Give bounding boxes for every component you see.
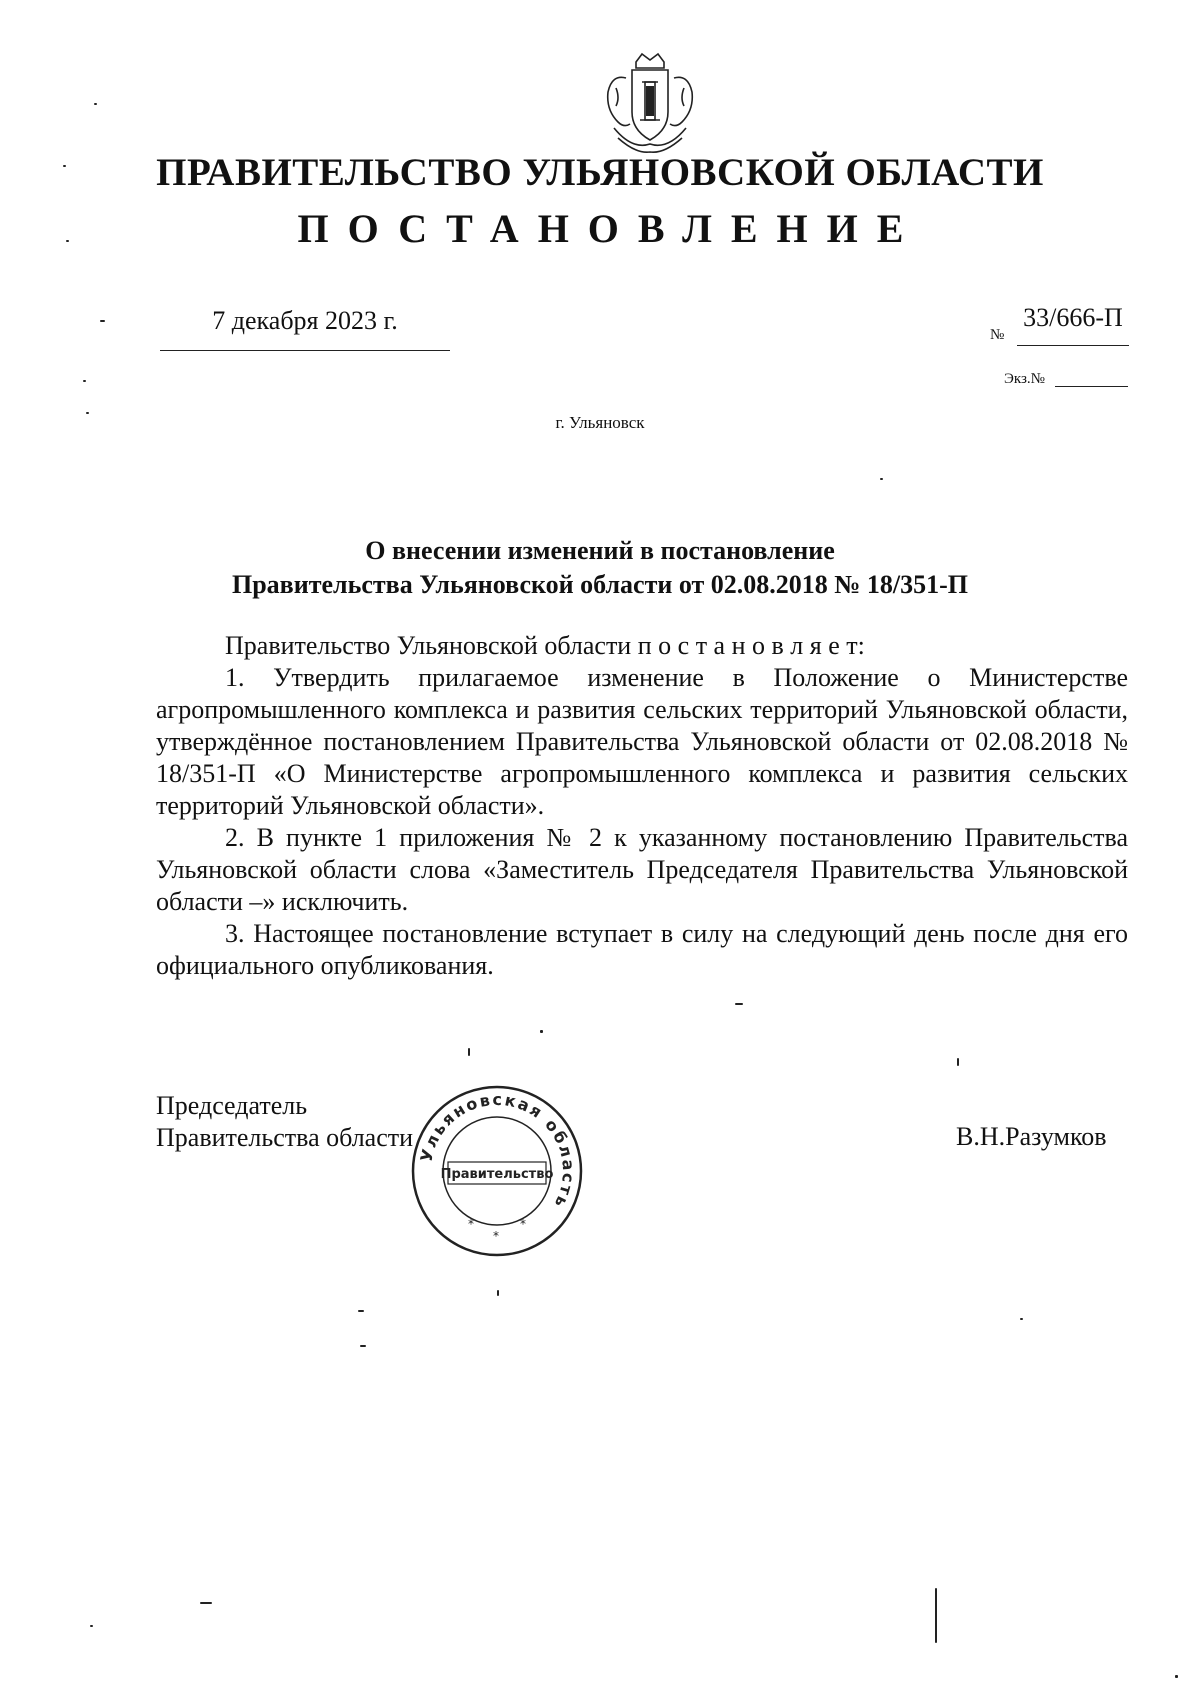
document-type: ПОСТАНОВЛЕНИЕ (297, 206, 923, 251)
svg-text:*: * (520, 1217, 526, 1231)
signatory-title-line-2: Правительства области (156, 1123, 414, 1152)
scan-speck (94, 103, 97, 105)
scan-speck (100, 320, 105, 322)
item-1: 1. Утвердить прилагаемое изменение в Положение о Министерстве агропромышленного комплекса и развития сельских территорий Ульяновской области, утверждённое постановлением Правительства Ульяновской области от 02.08.2018 № 18/351-П «О Министерстве агропромышленного комплекса и развития сельских территорий Ульяновской области». (156, 663, 1128, 820)
scan-speck (957, 1058, 959, 1066)
scan-speck (63, 165, 66, 167)
coat-of-arms-icon (596, 48, 704, 158)
scan-speck (358, 1310, 364, 1312)
number-sign: № (990, 327, 1005, 343)
seal-ring-text: Ульяновская область (416, 1089, 579, 1213)
scan-speck (935, 1588, 937, 1643)
scan-speck (497, 1290, 499, 1296)
resolution-items (156, 662, 1128, 982)
svg-text:*: * (468, 1217, 474, 1231)
scan-speck (200, 1602, 212, 1604)
signatory-name: В.Н.Разумков (956, 1122, 1107, 1151)
number-underline (1017, 345, 1129, 346)
document-date: 7 декабря 2023 г. (212, 306, 398, 335)
preamble-prefix: Правительство Ульяновской области (225, 631, 638, 660)
subject-line-1: О внесении изменений в постановление (365, 536, 835, 565)
copy-number-label: Экз.№ (1004, 371, 1045, 387)
scan-speck (540, 1030, 543, 1033)
scan-speck (66, 240, 69, 242)
scan-speck (735, 1003, 743, 1005)
signatory-title (156, 1090, 413, 1154)
document-subject (0, 534, 1200, 602)
scan-speck (1175, 1675, 1178, 1678)
official-seal (408, 1082, 586, 1260)
scan-speck (468, 1048, 470, 1056)
scan-speck (90, 1625, 93, 1627)
item-2: 2. В пункте 1 приложения № 2 к указанному постановлению Правительства Ульяновской области слова «Заместитель Председателя Правительства Ульяновской области –» исключить. (156, 823, 1128, 916)
city: г. Ульяновск (555, 413, 645, 432)
preamble-verb: п о с т а н о в л я е т: (637, 631, 865, 660)
date-underline (160, 350, 450, 351)
scan-speck (86, 412, 89, 414)
scan-speck (880, 478, 883, 480)
signatory-title-line-1: Председатель (156, 1091, 308, 1120)
scan-speck (83, 380, 86, 382)
government-name: ПРАВИТЕЛЬСТВО УЛЬЯНОВСКОЙ ОБЛАСТИ (156, 151, 1044, 194)
copy-number-underline (1055, 386, 1128, 387)
seal-center-text: Правительство (440, 1167, 554, 1182)
preamble (156, 630, 1128, 662)
subject-line-2: Правительства Ульяновской области от 02.08.2018 № 18/351-П (232, 570, 968, 599)
document-number: 33/666-П (1023, 303, 1123, 332)
svg-text:*: * (493, 1229, 499, 1243)
scan-speck (360, 1345, 366, 1347)
scan-speck (1020, 1318, 1023, 1320)
item-3: 3. Настоящее постановление вступает в силу на следующий день после дня его официального опубликования. (156, 919, 1128, 980)
